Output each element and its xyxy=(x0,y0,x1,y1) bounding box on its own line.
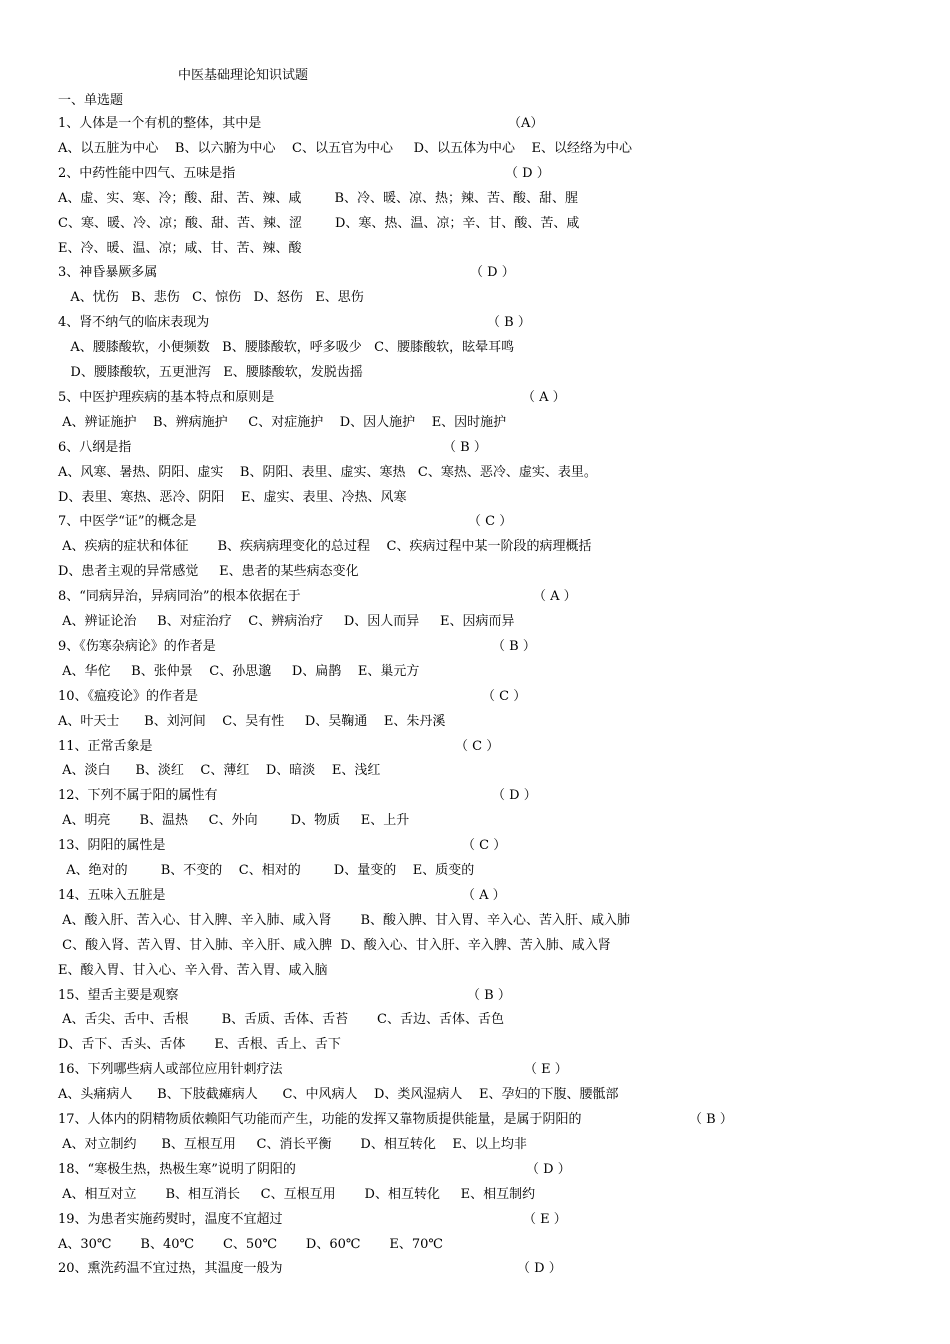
option-text: A、风寒、暑热、阴阳、虚实 B、阴阳、表里、虚实、寒热 C、寒热、恶冷、虚实、表里。 xyxy=(58,464,597,480)
question-text: 17、人体内的阴精物质依赖阳气功能而产生，功能的发挥又靠物质提供能量，是属于阴阳的 xyxy=(58,1112,582,1127)
option-text: A、明亮 B、温热 C、外向 D、物质 E、上升 xyxy=(58,813,410,829)
question-row xyxy=(0,1259,950,1279)
answer-key: （ B ） xyxy=(467,987,511,1003)
answer-key: （ B ） xyxy=(492,638,536,654)
answer-key: （A） xyxy=(508,116,544,131)
question-text: 15、望舌主要是观察 xyxy=(58,987,179,1003)
question-text: 20、熏洗药温不宜过热，其温度一般为 xyxy=(58,1261,283,1277)
answer-key: （ D ） xyxy=(505,165,550,181)
question-row xyxy=(0,637,950,657)
question-text: 4、肾不纳气的临床表现为 xyxy=(58,315,210,331)
question-text: 3、神昏暴厥多属 xyxy=(58,265,158,281)
option-text: A、淡白 B、淡红 C、薄红 D、暗淡 E、浅红 xyxy=(58,763,381,779)
question-row xyxy=(0,438,950,458)
option-text: D、腰膝酸软，五更泄泻 E、腰膝酸软，发脱齿摇 xyxy=(58,365,363,380)
answer-key: （ C ） xyxy=(462,838,507,854)
question-row xyxy=(0,388,950,408)
answer-key: （ D ） xyxy=(517,1261,562,1277)
option-text: E、冷、暖、温、凉；咸、甘、苦、辣、酸 xyxy=(58,240,302,256)
answer-key: （ C ） xyxy=(455,738,500,754)
question-row xyxy=(0,687,950,707)
question-row xyxy=(0,1060,950,1080)
question-text: 6、八纲是指 xyxy=(58,439,132,455)
option-text: A、忧伤 B、悲伤 C、惊伤 D、怒伤 E、思伤 xyxy=(58,290,364,306)
question-text: 11、正常舌象是 xyxy=(58,738,153,754)
question-row xyxy=(0,263,950,283)
question-text: 14、五味入五脏是 xyxy=(58,887,166,903)
answer-key: （ E ） xyxy=(523,1211,567,1227)
option-text: A、辨证施护 B、辨病施护 C、对症施护 D、因人施护 E、因时施护 xyxy=(58,414,507,430)
option-text: A、疾病的症状和体征 B、疾病病理变化的总过程 C、疾病过程中某一阶段的病理概括 xyxy=(58,539,592,555)
answer-key: （ B ） xyxy=(689,1112,733,1127)
question-row xyxy=(0,786,950,806)
option-text: A、酸入肝、苦入心、甘入脾、辛入肺、咸入肾 B、酸入脾、甘入胃、辛入心、苦入肝、咸入肺 xyxy=(58,912,631,928)
question-row xyxy=(0,114,950,134)
option-text: D、表里、寒热、恶冷、阴阳 E、虚实、表里、冷热、风寒 xyxy=(58,489,407,505)
option-text: A、辨证论治 B、对症治疗 C、辨病治疗 D、因人而异 E、因病而异 xyxy=(58,614,515,629)
option-text: A、舌尖、舌中、舌根 B、舌质、舌体、舌苔 C、舌边、舌体、舌色 xyxy=(58,1012,505,1028)
question-row xyxy=(0,886,950,906)
answer-key: （ B ） xyxy=(443,439,487,455)
option-text: A、华佗 B、张仲景 C、孙思邈 D、扁鹊 E、巢元方 xyxy=(58,663,420,679)
question-row xyxy=(0,1210,950,1230)
answer-key: （ A ） xyxy=(462,887,506,903)
question-text: 10、《瘟疫论》的作者是 xyxy=(58,688,199,704)
question-row xyxy=(0,1160,950,1180)
option-text: A、头痛病人 B、下肢截瘫病人 C、中风病人 D、类风湿病人 E、孕妇的下腹、腰骶部 xyxy=(58,1087,619,1103)
question-row xyxy=(0,836,950,856)
option-text: A、腰膝酸软，小便频数 B、腰膝酸软，呼多吸少 C、腰膝酸软，眩晕耳鸣 xyxy=(58,340,515,356)
option-text: A、以五脏为中心 B、以六腑为中心 C、以五官为中心 D、以五体为中心 E、以经络为中心 xyxy=(58,140,633,156)
question-row xyxy=(0,587,950,607)
question-text: 9、《伤寒杂病论》的作者是 xyxy=(58,638,216,654)
question-text: 16、下列哪些病人或部位应用针刺疗法 xyxy=(58,1062,283,1078)
document-title: 中医基础理论知识试题 xyxy=(178,68,309,83)
option-text: A、对立制约 B、互根互用 C、消长平衡 D、相互转化 E、以上均非 xyxy=(58,1136,527,1152)
option-text: A、叶天士 B、刘河间 C、吴有性 D、吴鞠通 E、朱丹溪 xyxy=(58,713,446,729)
answer-key: （ C ） xyxy=(482,688,527,704)
question-row xyxy=(0,512,950,532)
option-text: C、酸入肾、苦入胃、甘入肺、辛入肝、咸入脾 D、酸入心、甘入肝、辛入脾、苦入肺、咸入肾 xyxy=(58,937,611,953)
question-row xyxy=(0,737,950,757)
question-text: 13、阴阳的属性是 xyxy=(58,838,166,854)
question-row xyxy=(0,164,950,184)
option-text: E、酸入胃、甘入心、辛入骨、苦入胃、咸入脑 xyxy=(58,962,328,978)
answer-key: （ A ） xyxy=(522,389,566,405)
answer-key: （ D ） xyxy=(526,1161,571,1177)
option-text: A、30℃ B、40℃ C、50℃ D、60℃ E、70℃ xyxy=(58,1236,443,1252)
option-text: D、患者主观的异常感觉 E、患者的某些病态变化 xyxy=(58,564,359,580)
question-row xyxy=(0,986,950,1006)
answer-key: （ B ） xyxy=(487,315,531,331)
question-row xyxy=(0,313,950,333)
option-text: A、绝对的 B、不变的 C、相对的 D、量变的 E、质变的 xyxy=(58,863,475,878)
question-text: 5、中医护理疾病的基本特点和原则是 xyxy=(58,389,275,405)
answer-key: （ D ） xyxy=(492,788,537,804)
answer-key: （ D ） xyxy=(470,265,515,281)
option-text: A、虚、实、寒、冷；酸、甜、苦、辣、咸 B、冷、暖、凉、热；辣、苦、酸、甜、腥 xyxy=(58,190,579,206)
answer-key: （ E ） xyxy=(524,1062,568,1078)
question-text: 2、中药性能中四气、五味是指 xyxy=(58,165,236,181)
question-text: 12、下列不属于阳的属性有 xyxy=(58,788,218,804)
question-text: 1、人体是一个有机的整体，其中是 xyxy=(58,116,262,131)
question-text: 19、为患者实施药熨时，温度不宜超过 xyxy=(58,1211,283,1227)
section-heading: 一、单选题 xyxy=(58,93,124,108)
answer-key: （ C ） xyxy=(468,514,513,530)
question-text: 8、“同病异治，异病同治”的根本依据在于 xyxy=(58,589,301,605)
question-text: 18、“寒极生热，热极生寒”说明了阴阳的 xyxy=(58,1161,296,1177)
answer-key: （ A ） xyxy=(533,589,577,605)
question-text: 7、中医学“证”的概念是 xyxy=(58,514,197,530)
question-row xyxy=(0,1110,950,1130)
option-text: D、舌下、舌头、舌体 E、舌根、舌上、舌下 xyxy=(58,1037,341,1053)
option-text: C、寒、暖、冷、凉；酸、甜、苦、辣、涩 D、寒、热、温、凉；辛、甘、酸、苦、咸 xyxy=(58,215,580,231)
option-text: A、相互对立 B、相互消长 C、互根互用 D、相互转化 E、相互制约 xyxy=(58,1186,536,1202)
